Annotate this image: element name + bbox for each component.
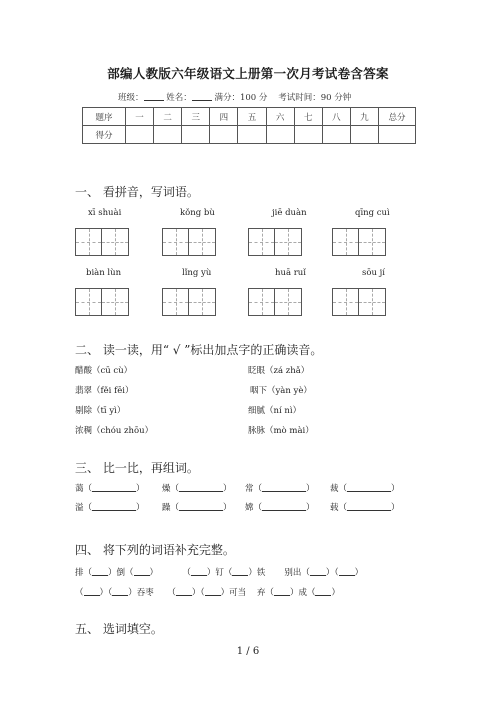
compare-char: 载（ [330, 503, 348, 513]
class-blank [144, 92, 164, 101]
pronunciation-item: 浓稠（chóu zhōu） [75, 426, 154, 436]
compare-close: ） [223, 503, 232, 513]
class-label: 班级： [118, 93, 144, 103]
compare-item [330, 501, 400, 513]
grid-cell[interactable] [102, 289, 128, 315]
score-table-header-row [83, 108, 416, 126]
section-2-title: 二、 读一读，用“ √ ”标出加点字的正确读音。 [75, 343, 323, 357]
grid-cell[interactable] [76, 289, 102, 315]
writing-grid[interactable] [248, 288, 302, 316]
answer-blank[interactable] [176, 587, 192, 596]
score-cell[interactable] [154, 126, 182, 144]
answer-blank[interactable] [92, 502, 136, 511]
section-5-title: 五、 选词填空。 [75, 622, 163, 636]
idiom-text: ）成（ [289, 588, 316, 598]
idiom-text: ）（ [99, 588, 113, 598]
score-cell[interactable] [294, 126, 322, 144]
compare-close: ） [391, 503, 400, 513]
score-cell[interactable] [266, 126, 294, 144]
score-table-header: 二 [154, 108, 182, 126]
answer-blank[interactable] [112, 587, 128, 596]
compare-char: 裁（ [330, 484, 348, 494]
compare-char: 燥（ [162, 484, 180, 494]
compare-char: 溢（ [75, 503, 93, 513]
score-table-header: 八 [322, 108, 350, 126]
exam-info [118, 91, 351, 103]
pronunciation-item: 眨眼（zá zhǎ） [248, 366, 310, 376]
grid-cell[interactable] [275, 229, 301, 255]
page-title: 部编人教版六年级语文上册第一次月考试卷含答案 [107, 66, 389, 81]
score-cell[interactable] [182, 126, 210, 144]
writing-grid[interactable] [162, 288, 216, 316]
answer-blank[interactable] [315, 587, 331, 596]
section-1-title: 一、 看拼音，写词语。 [75, 185, 199, 199]
score-row-label: 得分 [83, 126, 126, 144]
score-table-header: 三 [182, 108, 210, 126]
idiom-text: ）（ [191, 588, 205, 598]
score-table-score-row [83, 126, 416, 144]
idiom-row [75, 566, 363, 578]
answer-blank[interactable] [205, 587, 221, 596]
grid-cell[interactable] [102, 229, 128, 255]
answer-blank[interactable] [347, 502, 391, 511]
grid-cell[interactable] [333, 289, 359, 315]
idiom-text: ） [354, 568, 364, 578]
score-table-header: 七 [294, 108, 322, 126]
pinyin-label: kǒng bù [180, 208, 215, 218]
compare-item [162, 482, 232, 494]
writing-grid[interactable] [75, 288, 129, 316]
page-number: 1 / 6 [236, 646, 260, 657]
compare-char: 常（ [245, 484, 263, 494]
compare-char: 蔼（ [75, 484, 93, 494]
score-table [82, 107, 416, 144]
pinyin-label: qīng cuì [355, 208, 390, 218]
score-table-header: 题序 [83, 108, 126, 126]
score-cell[interactable] [126, 126, 154, 144]
idiom-text: ）钉（ [206, 568, 233, 578]
idiom-text: ）铁 [248, 568, 266, 578]
idiom-text: ） [149, 568, 159, 578]
score-cell[interactable] [350, 126, 378, 144]
grid-cell[interactable] [76, 229, 102, 255]
grid-cell[interactable] [189, 229, 215, 255]
score-table-header: 五 [238, 108, 266, 126]
answer-blank[interactable] [262, 483, 306, 492]
idiom-text: ） [331, 588, 340, 598]
compare-close: ） [306, 484, 315, 494]
answer-blank[interactable] [347, 483, 391, 492]
answer-blank[interactable] [134, 567, 150, 576]
compare-item [75, 501, 145, 513]
writing-grid[interactable] [162, 228, 216, 256]
pinyin-label: huā ruǐ [275, 268, 306, 278]
idiom-row [75, 586, 340, 598]
answer-blank[interactable] [274, 587, 290, 596]
compare-char: 嫦（ [245, 503, 263, 513]
score-label: 满分：100 分 [214, 93, 268, 103]
writing-grid[interactable] [248, 228, 302, 256]
compare-item [245, 482, 315, 494]
compare-item [245, 501, 315, 513]
idiom-text: ）吞枣 [128, 588, 154, 598]
score-table-header: 六 [266, 108, 294, 126]
compare-close: ） [391, 484, 400, 494]
score-table-header: 九 [350, 108, 378, 126]
answer-blank[interactable] [179, 502, 223, 511]
score-table-header: 一 [126, 108, 154, 126]
compare-item [162, 501, 232, 513]
writing-grid[interactable] [75, 228, 129, 256]
compare-item [75, 482, 145, 494]
answer-blank[interactable] [339, 567, 355, 576]
pronunciation-item: 细腻（ní nì） [248, 406, 302, 416]
name-blank [192, 92, 212, 101]
score-cell[interactable] [238, 126, 266, 144]
pinyin-label: sōu jí [362, 268, 386, 278]
grid-cell[interactable] [163, 289, 189, 315]
grid-cell[interactable] [333, 229, 359, 255]
writing-grid[interactable] [332, 228, 386, 256]
pronunciation-item: 脉脉（mò mài） [248, 426, 314, 436]
score-cell[interactable] [379, 126, 416, 144]
idiom-text: 弃（ [256, 588, 274, 598]
time-label: 考试时间：90 分钟 [278, 93, 352, 103]
score-table-header: 总分 [379, 108, 416, 126]
answer-blank[interactable] [92, 483, 136, 492]
answer-blank[interactable] [310, 567, 326, 576]
answer-blank[interactable] [179, 483, 223, 492]
pronunciation-item: 剔除（tī yì） [75, 406, 126, 416]
pronunciation-item: 咽下（yàn yè） [250, 386, 312, 396]
grid-cell[interactable] [359, 229, 385, 255]
pinyin-label: lǐng yù [182, 268, 212, 278]
compare-char: 躁（ [162, 503, 180, 513]
section-4-title: 四、 将下列的词语补充完整。 [75, 543, 235, 557]
idiom-text: （ [167, 588, 176, 598]
idiom-text: 排（ [75, 568, 93, 578]
idiom-text: （ [182, 568, 191, 578]
pinyin-label: biàn lùn [86, 268, 122, 278]
grid-cell[interactable] [189, 289, 215, 315]
answer-blank[interactable] [92, 567, 108, 576]
score-cell[interactable] [210, 126, 238, 144]
compare-item [330, 482, 400, 494]
grid-cell[interactable] [249, 229, 275, 255]
pinyin-label: xī shuài [88, 208, 122, 218]
score-cell[interactable] [322, 126, 350, 144]
section-3-title: 三、 比一比，再组词。 [75, 461, 199, 475]
pinyin-label: jiē duàn [272, 208, 307, 218]
pronunciation-item: 醋酸（cū cù） [75, 366, 133, 376]
answer-blank[interactable] [232, 567, 248, 576]
idiom-text: ）（ [325, 568, 339, 578]
compare-close: ） [306, 503, 315, 513]
compare-close: ） [136, 484, 145, 494]
writing-grid[interactable] [332, 288, 386, 316]
compare-close: ） [136, 503, 145, 513]
answer-blank[interactable] [191, 567, 207, 576]
grid-cell[interactable] [275, 289, 301, 315]
grid-cell[interactable] [249, 289, 275, 315]
idiom-text: ）倒（ [108, 568, 134, 578]
idiom-text: ）可当 [220, 588, 247, 598]
grid-cell[interactable] [359, 289, 385, 315]
answer-blank[interactable] [262, 502, 306, 511]
score-table-header: 四 [210, 108, 238, 126]
name-label: 姓名： [166, 93, 192, 103]
idiom-text: 别出（ [284, 568, 310, 578]
grid-cell[interactable] [163, 229, 189, 255]
answer-blank[interactable] [84, 587, 100, 596]
pronunciation-item: 翡翠（fěi fēi） [75, 386, 134, 396]
idiom-text: （ [75, 588, 84, 598]
compare-close: ） [223, 484, 232, 494]
